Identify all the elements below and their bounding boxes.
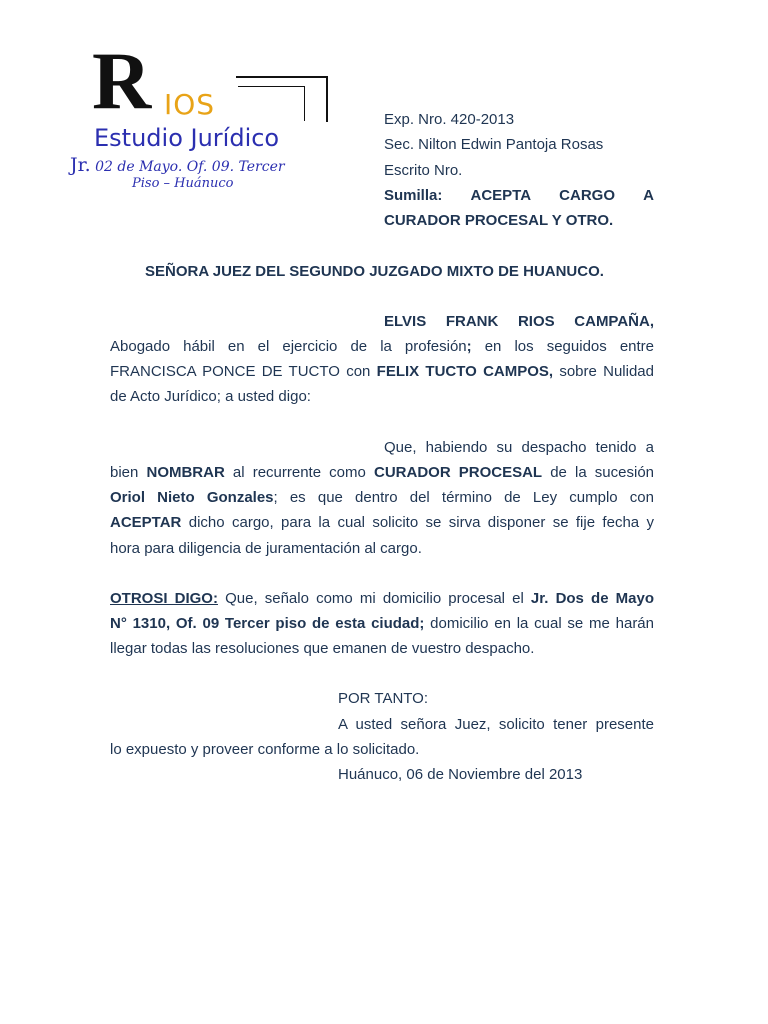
otrosi-line3: llegar todas las resoluciones que emanen de vuestro despacho.	[110, 640, 535, 657]
otrosi-bold: N° 1310, Of. 09 Tercer piso de esta ciudad;	[110, 615, 425, 632]
petitioner-name-text: ELVIS FRANK RIOS CAMPAÑA,	[384, 313, 654, 330]
sumilla-text: CURADOR PROCESAL Y OTRO.	[384, 212, 614, 229]
logo-name: IOS	[164, 88, 216, 121]
addressee	[145, 259, 604, 284]
escrito-number: Escrito Nro.	[384, 162, 463, 179]
logo-frame-inner	[238, 86, 305, 121]
closing-line2: lo expuesto y proveer conforme a lo solicitado.	[110, 741, 420, 758]
body-bold: Oriol Nieto Gonzales	[110, 489, 274, 506]
otrosi-line1	[110, 586, 654, 611]
por-tanto: POR TANTO:	[338, 690, 429, 707]
body-text: bien	[110, 464, 147, 481]
body-line3	[110, 485, 654, 510]
body-bold: CURADOR PROCESAL	[373, 464, 543, 481]
body-line2	[110, 460, 654, 485]
logo-subtitle: Estudio Jurídico	[94, 124, 280, 152]
sumilla-line1	[384, 183, 654, 208]
body-bold: NOMBRAR	[146, 464, 225, 481]
logo-address-line1	[70, 154, 285, 176]
intro-text: sobre Nulidad	[553, 363, 654, 380]
body-line1: Que, habiendo su despacho tenido a	[384, 439, 654, 456]
otrosi-label: OTROSI DIGO:	[110, 590, 218, 607]
addressee-text: SEÑORA JUEZ DEL SEGUNDO JUZGADO MIXTO DE HUANUCO.	[145, 263, 604, 280]
body-text: al recurrente como	[224, 464, 374, 481]
secretary-name: Sec. Nilton Edwin Pantoja Rosas	[384, 136, 604, 153]
otrosi-bold: Jr. Dos de Mayo	[530, 590, 654, 607]
body-text: dicho cargo, para la cual solicito se sirva disponer se fije fecha y	[181, 514, 654, 531]
body-text: de la sucesión	[542, 464, 655, 481]
petitioner-name	[384, 309, 654, 334]
sumilla-label: Sumilla:	[384, 187, 443, 204]
otrosi-text: domicilio en la cual se me harán	[424, 615, 654, 632]
otrosi-line2	[110, 611, 654, 636]
sumilla-word3: A	[643, 187, 654, 204]
body-text: ; es que dentro del término de Ley cumplo con	[273, 489, 654, 506]
body-line5: hora para diligencia de juramentación al cargo.	[110, 540, 422, 557]
intro-text: en los seguidos entre	[471, 338, 655, 355]
sumilla-line2	[384, 208, 613, 233]
closing-date: Huánuco, 06 de Noviembre del 2013	[338, 766, 583, 783]
intro-line3: de Acto Jurídico; a usted digo:	[110, 388, 311, 405]
defendant-name: FELIX TUCTO CAMPOS,	[376, 363, 554, 380]
intro-semicolon: ;	[466, 338, 472, 355]
body-bold: ACEPTAR	[110, 514, 182, 531]
logo-monogram-letter: R	[92, 35, 150, 126]
law-firm-logo	[66, 35, 336, 204]
logo-address-prefix: Jr.	[70, 154, 91, 176]
logo-address-line2: Piso – Huánuco	[132, 176, 234, 191]
intro-text: FRANCISCA PONCE DE TUCTO con	[110, 363, 377, 380]
intro-text: Abogado hábil en el ejercicio de la profesión	[110, 338, 467, 355]
sumilla-word1: ACEPTA	[470, 187, 532, 204]
expediente-number: Exp. Nro. 420-2013	[384, 111, 515, 128]
otrosi-text: Que, señalo como mi domicilio procesal el	[217, 590, 531, 607]
intro-line1	[110, 334, 654, 359]
intro-line2	[110, 359, 654, 384]
sumilla-word2: CARGO	[559, 187, 616, 204]
logo-address-text: 02 de Mayo. Of. 09. Tercer	[95, 159, 285, 175]
body-line4	[110, 510, 654, 535]
closing-line1: A usted señora Juez, solicito tener presente	[338, 716, 654, 733]
